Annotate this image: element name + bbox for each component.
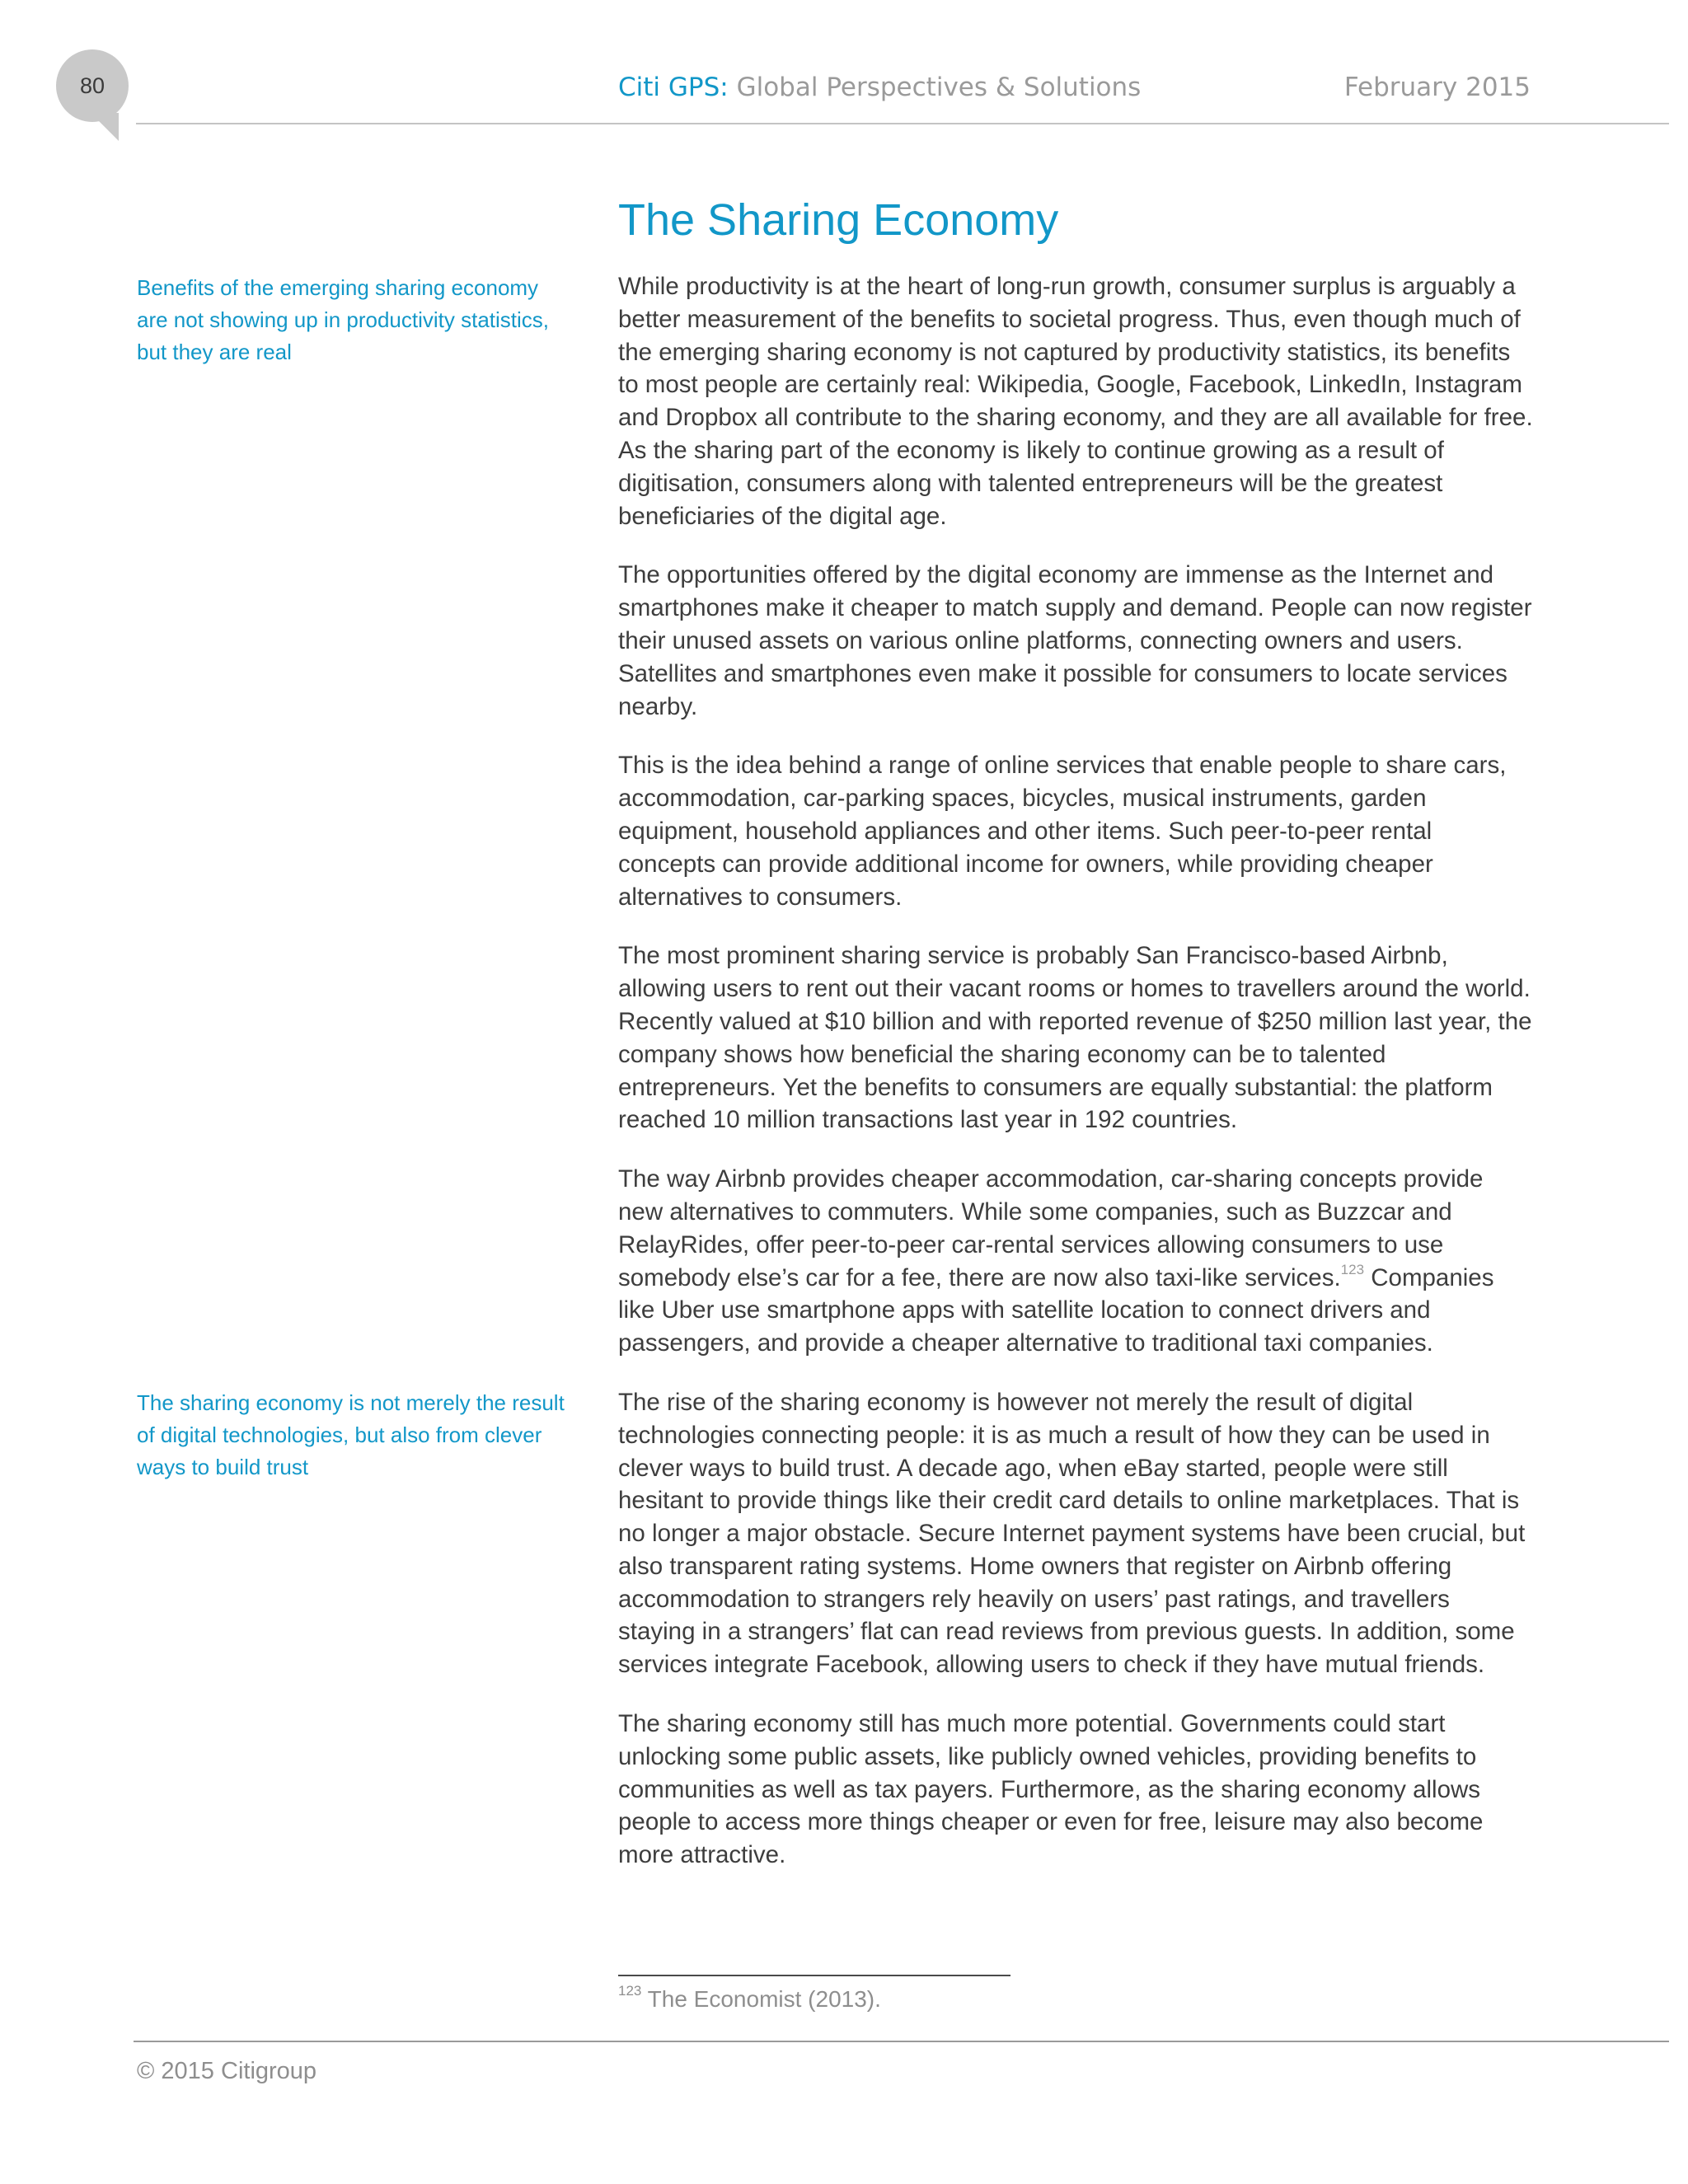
header-divider [136, 123, 1669, 124]
paragraph: This is the idea behind a range of online services that enable people to share cars, accommodation, car-parking spaces, bicycles, musical instruments, garden equipment, household appliances and other items. Such peer-to-peer rental concepts can provide additional income for owners, while providing cheaper alternatives to consumers. [618, 752, 1507, 911]
brand-tagline: Global Perspectives & Solutions [736, 73, 1142, 102]
page-badge-tail [91, 113, 119, 141]
brand-name: Citi GPS: [618, 73, 729, 102]
article-body [618, 270, 1533, 1898]
header-brand [618, 73, 1141, 102]
paragraph: While productivity is at the heart of long-run growth, consumer surplus is arguably a better measurement of the benefits to societal progress. Thus, even though much of the emerging sharing economy is not captured by productivity statistics, its benefits to most people are certainly real: Wikipedia, Google, Facebook, LinkedIn, Instagram and Dropbox all contribute to the sharing economy, and they are all available for free. As the sharing part of the economy is likely to continue growing as a result of digitisation, consumers along with talented entrepreneurs will be the greatest beneficiaries of the digital age. [618, 273, 1533, 530]
paragraph: The rise of the sharing economy is however not merely the result of digital technologies connecting people: it is as much a result of how they can be used in clever ways to build trust. A decade ago, when eBay started, people were still hesitant to provide things like their credit card details to online marketplaces. That is no longer a major obstacle. Secure Internet payment systems have been crucial, but also transparent rating systems. Home owners that register on Airbnb offering accommodation to strangers rely heavily on users’ past ratings, and travellers staying in a strangers’ flat can read reviews from previous guests. In addition, some services integrate Facebook, allowing users to check if they have mutual friends. [618, 1388, 1526, 1679]
paragraph-text: Companies like Uber use smartphone apps with satellite location to connect drivers and passengers, and provide a cheaper alternative to traditional taxi companies. [618, 1263, 1494, 1357]
footnote [618, 1983, 881, 2013]
page-number-badge [56, 49, 129, 122]
sidenote-benefits: Benefits of the emerging sharing economy are not showing up in productivity statistics, but they are real [137, 275, 550, 364]
footnote-divider [618, 1975, 1010, 1976]
copyright: © 2015 Citigroup [137, 2058, 317, 2084]
footer-divider [134, 2041, 1669, 2042]
sidenote-trust: The sharing economy is not merely the result of digital technologies, but also from clever ways to build trust [137, 1390, 565, 1479]
paragraph [618, 1163, 1533, 1360]
footnote-mark: 123 [618, 1983, 642, 1999]
paragraph: The opportunities offered by the digital economy are immense as the Internet and smartphones make it cheaper to match supply and demand. People can now register their unused assets on various online platforms, connecting owners and users. Satellites and smartphones even make it possible for consumers to locate services nearby. [618, 561, 1532, 720]
paragraph-text: The way Airbnb provides cheaper accommodation, car-sharing concepts provide new alternatives to commuters. While some companies, such as Buzzcar and RelayRides, offer peer-to-peer car-rental services allowing consumers to use somebody else’s car for a fee, there are now also taxi-like services. [618, 1165, 1484, 1291]
page-title: The Sharing Economy [618, 195, 1059, 245]
paragraph: The sharing economy still has much more potential. Governments could start unlocking some public assets, like publicly owned vehicles, providing benefits to communities as well as tax payers. Furthermore, as the sharing economy allows people to access more things cheaper or even for free, leisure may also become more attractive. [618, 1710, 1484, 1869]
footnote-reference[interactable]: 123 [1340, 1261, 1365, 1277]
header-date: February 2015 [1343, 73, 1531, 102]
page-number: 80 [79, 73, 106, 98]
footnote-text: The Economist (2013). [641, 1986, 881, 2012]
paragraph: The most prominent sharing service is probably San Francisco-based Airbnb, allowing users to rent out their vacant rooms or homes to travellers around the world. Recently valued at $10 billion and with reported revenue of $250 million last year, the company shows how beneficial the sharing economy can be to talented entrepreneurs. Yet the benefits to consumers are equally substantial: the platform reached 10 million transactions last year in 192 countries. [618, 942, 1532, 1134]
